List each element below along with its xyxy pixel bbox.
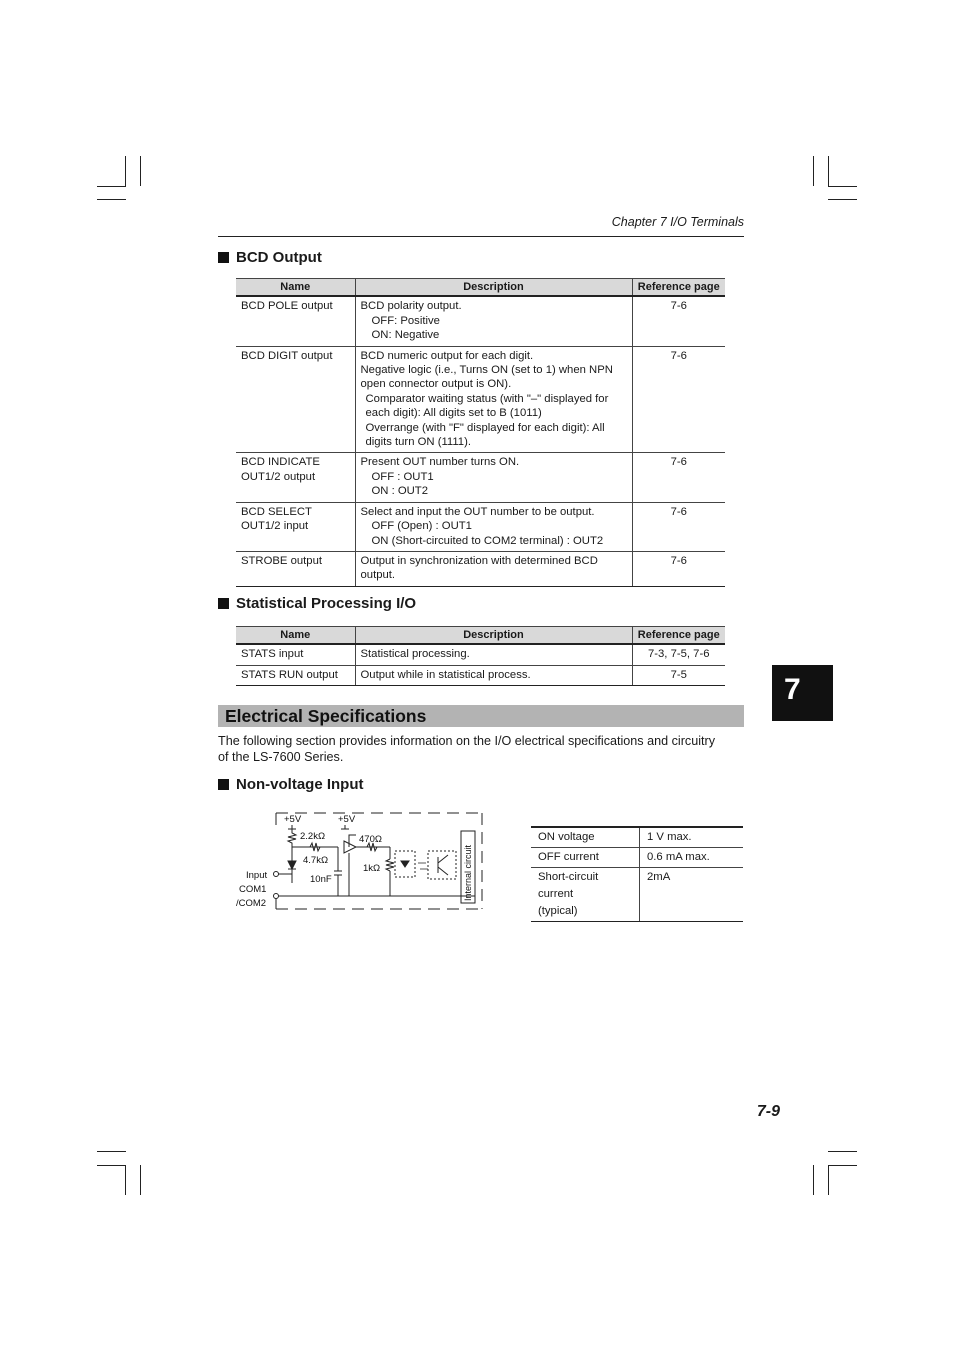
label-vcc2: +5V	[338, 814, 356, 825]
column-header-description: Description	[355, 627, 632, 645]
vcc-symbol-icon	[288, 825, 296, 829]
cell-text: digits turn ON (1111).	[365, 436, 471, 449]
crop-mark	[828, 1151, 857, 1152]
table-row	[531, 848, 743, 868]
cell-name	[236, 296, 355, 346]
cell-text: ON (Short-circuited to COM2 terminal) : OUT2	[371, 534, 604, 547]
cell-text: each digit): All digits set to B (1011)	[365, 407, 542, 420]
light-arrows-icon	[418, 863, 428, 869]
rating-label	[531, 868, 640, 922]
table-row	[236, 453, 725, 502]
cell-text: BCD INDICATE	[241, 456, 320, 469]
cell-text: ON : OUT2	[371, 485, 428, 498]
label-input: Input	[246, 870, 268, 881]
column-header-name: Name	[236, 627, 355, 645]
cell-reference: 7-6	[632, 296, 725, 346]
crop-mark	[813, 1165, 814, 1195]
table-row	[236, 665, 725, 685]
cell-description	[355, 296, 632, 346]
table-header-row	[236, 627, 725, 645]
chapter-tab	[772, 665, 833, 721]
running-header: Chapter 7 I/O Terminals	[611, 215, 744, 229]
resistor-icon	[288, 829, 296, 847]
table-row	[236, 502, 725, 551]
cell-description	[355, 551, 632, 586]
rating-value: 1 V max.	[640, 827, 744, 848]
crop-mark	[125, 156, 126, 186]
cell-name: STATS RUN output	[236, 665, 355, 685]
square-bullet-icon	[218, 252, 229, 263]
column-header-description: Description	[355, 279, 632, 297]
crop-mark	[828, 186, 857, 187]
cell-name: STATS input	[236, 644, 355, 665]
crop-mark	[828, 199, 857, 200]
photocoupler-transistor-icon	[428, 851, 456, 879]
cell-text: OUT1/2 input	[241, 520, 309, 533]
cell-name	[236, 453, 355, 502]
cell-text: (typical)	[538, 905, 578, 917]
diode-icon	[288, 861, 296, 869]
label-com2: /COM2	[236, 898, 267, 909]
table-row	[531, 868, 743, 922]
table-row	[236, 551, 725, 586]
electrical-intro	[218, 733, 748, 765]
label-r4: 1kΩ	[363, 863, 381, 874]
stats-io-table	[236, 626, 725, 686]
label-r2: 4.7kΩ	[303, 855, 329, 866]
terminal-input-icon	[274, 872, 279, 877]
section-title: Non-voltage Input	[236, 776, 364, 793]
header-rule	[218, 236, 744, 237]
section-title: Statistical Processing I/O	[236, 595, 417, 612]
cell-description	[355, 502, 632, 551]
heading-text: Electrical Specifications	[225, 706, 427, 726]
transistor-icon	[438, 855, 448, 875]
label-r1: 2.2kΩ	[300, 831, 326, 842]
section-heading-stats-io	[218, 595, 416, 612]
table-row	[236, 644, 725, 665]
paragraph-line: The following section provides information on the I/O electrical specifications and circuitry	[218, 734, 715, 748]
cell-description	[355, 346, 632, 453]
crop-mark	[828, 156, 829, 186]
column-header-reference: Reference page	[632, 627, 725, 645]
rating-label	[531, 848, 640, 868]
cell-reference: 7-6	[632, 551, 725, 586]
cell-text: Overrange (with "F" displayed for each digit): All	[365, 421, 605, 434]
crop-mark	[97, 1151, 126, 1152]
section-heading-bcd-output	[218, 249, 322, 266]
cell-text: OFF (Open) : OUT1	[371, 520, 472, 533]
cell-text: Present OUT number turns ON.	[360, 456, 520, 469]
cell-text: Select and input the OUT number to be output.	[360, 505, 595, 518]
label-vcc1: +5V	[284, 814, 302, 825]
label-com1: COM1	[239, 884, 267, 895]
crop-mark	[140, 156, 141, 186]
crop-mark	[813, 156, 814, 186]
rating-value: 2mA	[640, 868, 744, 922]
cell-reference: 7-6	[632, 502, 725, 551]
cell-text: OFF : OUT1	[371, 470, 434, 483]
label-r3: 470Ω	[359, 834, 382, 845]
led-icon	[401, 861, 409, 867]
cell-text: ON: Negative	[371, 329, 440, 342]
cell-text: open connector output is ON).	[360, 378, 512, 391]
input-ratings-table	[531, 826, 743, 922]
bcd-output-table	[236, 278, 725, 587]
cell-reference: 7-5	[632, 665, 725, 685]
section-heading-non-voltage	[218, 776, 364, 793]
cell-text: Comparator waiting status (with "–" displayed for	[365, 392, 609, 405]
cell-text: BCD DIGIT output	[241, 349, 333, 362]
crop-mark	[97, 199, 126, 200]
input-circuit-diagram	[230, 805, 490, 915]
cell-text: Output in synchronization with determined BCD	[360, 554, 598, 567]
cell-reference: 7-6	[632, 453, 725, 502]
column-header-name: Name	[236, 279, 355, 297]
rating-value: 0.6 mA max.	[640, 848, 744, 868]
cell-text: STROBE output	[241, 554, 322, 567]
cell-description	[355, 453, 632, 502]
cell-text: Short-circuit current	[538, 871, 599, 900]
crop-mark	[125, 1165, 126, 1195]
cell-name	[236, 346, 355, 453]
rating-label	[531, 827, 640, 848]
capacitor-icon	[334, 847, 342, 896]
vcc-symbol-icon	[341, 825, 349, 829]
crop-mark	[828, 1165, 857, 1166]
cell-text: BCD SELECT	[241, 505, 312, 518]
page-number: 7-9	[756, 1103, 780, 1120]
cell-description: Statistical processing.	[355, 644, 632, 665]
label-capacitor: 10nF	[310, 874, 332, 885]
table-header-row	[236, 279, 725, 297]
cell-text: output.	[360, 569, 396, 582]
cell-description: Output while in statistical process.	[355, 665, 632, 685]
cell-text: ON voltage	[538, 831, 595, 843]
resistor-icon	[386, 859, 394, 871]
column-header-reference: Reference page	[632, 279, 725, 297]
label-internal-circuit: Internal circuit	[463, 844, 473, 901]
wire	[278, 869, 292, 874]
square-bullet-icon	[218, 779, 229, 790]
crop-mark	[97, 186, 126, 187]
crop-mark	[140, 1165, 141, 1195]
section-title: BCD Output	[236, 249, 322, 266]
crop-mark	[828, 1165, 829, 1195]
cell-text: OUT1/2 output	[241, 470, 316, 483]
electrical-specs-heading	[218, 705, 744, 727]
cell-text: BCD numeric output for each digit.	[360, 349, 534, 362]
cell-text: Negative logic (i.e., Turns ON (set to 1) when NPN	[360, 364, 613, 377]
crop-mark	[97, 1165, 126, 1166]
cell-name	[236, 551, 355, 586]
table-row	[236, 296, 725, 346]
cell-reference: 7-3, 7-5, 7-6	[632, 644, 725, 665]
comparator-icon	[344, 841, 356, 853]
cell-name	[236, 502, 355, 551]
cell-text: BCD POLE output	[241, 300, 333, 313]
cell-text: OFF: Positive	[371, 314, 440, 327]
table-row	[236, 346, 725, 453]
table-row	[531, 827, 743, 848]
cell-text: OFF current	[538, 851, 599, 863]
cell-reference: 7-6	[632, 346, 725, 453]
terminal-com-icon	[274, 894, 279, 899]
cell-text: BCD polarity output.	[360, 300, 462, 313]
chapter-tab-number: 7	[784, 673, 801, 706]
square-bullet-icon	[218, 598, 229, 609]
paragraph-line: of the LS-7600 Series.	[218, 750, 344, 764]
